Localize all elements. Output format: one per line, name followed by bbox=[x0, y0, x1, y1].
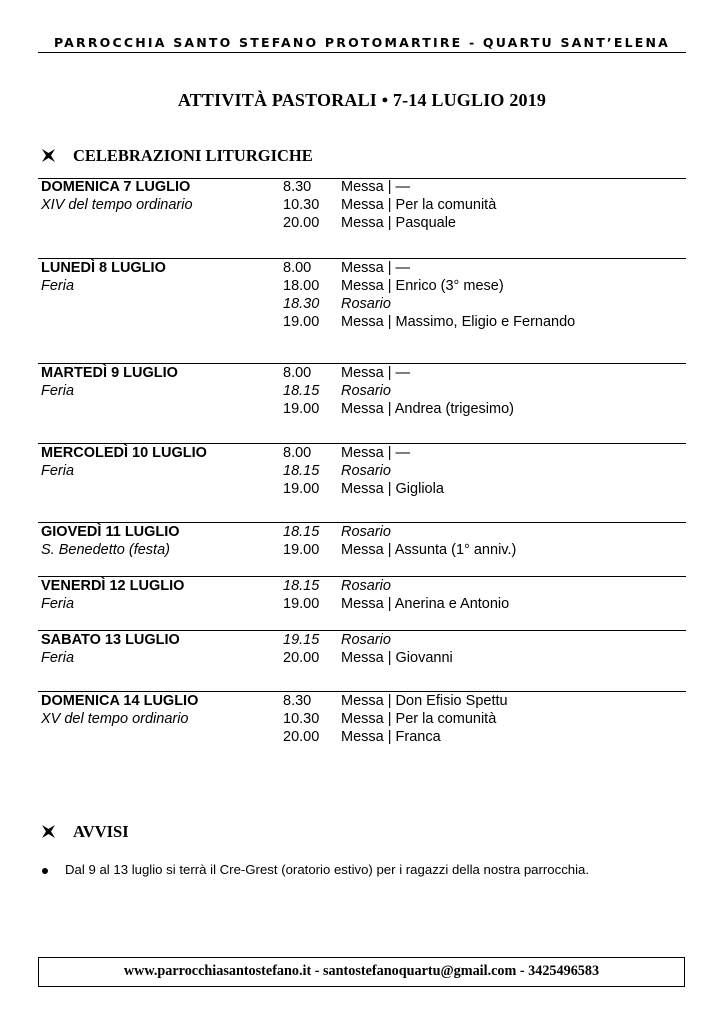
entry-time: 8.30 bbox=[283, 179, 312, 195]
entry-text: Messa | Gigliola bbox=[341, 481, 444, 497]
day-block bbox=[41, 523, 180, 559]
notices-heading-label: AVVISI bbox=[73, 822, 129, 841]
celebrations-heading bbox=[42, 146, 313, 166]
entry-text: Messa | Don Efisio Spettu bbox=[341, 693, 508, 709]
entry-time: 18.15 bbox=[283, 463, 320, 479]
celebrations-heading-label: CELEBRAZIONI LITURGICHE bbox=[73, 146, 313, 165]
entry-time: 18.15 bbox=[283, 524, 320, 540]
entry-time: 10.30 bbox=[283, 197, 320, 213]
parish-header: PARROCCHIA SANTO STEFANO PROTOMARTIRE - QUARTU SANT’ELENA bbox=[53, 35, 671, 50]
day-name: MERCOLEDÌ 10 LUGLIO bbox=[41, 445, 207, 461]
entry-time: 19.00 bbox=[283, 481, 320, 497]
header-divider bbox=[38, 52, 686, 53]
day-name: LUNEDÌ 8 LUGLIO bbox=[41, 260, 166, 276]
entry-text: Rosario bbox=[341, 632, 391, 648]
entry-text: Messa | Per la comunità bbox=[341, 197, 497, 213]
entry-time: 8.00 bbox=[283, 365, 312, 381]
entry-text: Messa | — bbox=[341, 179, 411, 195]
day-subtitle: Feria bbox=[41, 278, 75, 294]
entry-text: Messa | Assunta (1° anniv.) bbox=[341, 542, 517, 558]
entry-text: Rosario bbox=[341, 296, 391, 312]
entry-time: 19.00 bbox=[283, 596, 320, 612]
day-block bbox=[41, 364, 178, 400]
day-subtitle: XV del tempo ordinario bbox=[41, 711, 189, 727]
entry-time: 18.15 bbox=[283, 578, 320, 594]
entry-text: Messa | Andrea (trigesimo) bbox=[341, 401, 514, 417]
entry-text: Messa | Anerina e Antonio bbox=[341, 596, 510, 612]
day-subtitle: XIV del tempo ordinario bbox=[41, 197, 193, 213]
day-name: VENERDÌ 12 LUGLIO bbox=[41, 578, 185, 594]
page-title: ATTIVITÀ PASTORALI • 7-14 LUGLIO 2019 bbox=[177, 90, 547, 110]
day-block bbox=[41, 259, 166, 295]
entry-time: 10.30 bbox=[283, 711, 320, 727]
entry-time: 8.00 bbox=[283, 260, 312, 276]
entry-text: Rosario bbox=[341, 463, 391, 479]
entry-text: Messa | — bbox=[341, 260, 411, 276]
entry-text: Messa | Giovanni bbox=[341, 650, 453, 666]
star-icon bbox=[42, 149, 55, 162]
entry-text: Messa | Massimo, Eligio e Fernando bbox=[341, 314, 576, 330]
entry-text: Messa | Per la comunità bbox=[341, 711, 497, 727]
entry-time: 8.00 bbox=[283, 445, 312, 461]
day-block bbox=[41, 631, 180, 667]
day-name: MARTEDÌ 9 LUGLIO bbox=[41, 365, 178, 381]
entry-text: Messa | — bbox=[341, 445, 411, 461]
day-block bbox=[41, 692, 198, 728]
day-name: DOMENICA 14 LUGLIO bbox=[41, 693, 199, 709]
notice-item: Dal 9 al 13 luglio si terrà il Cre-Grest (oratorio estivo) per i ragazzi della nostra parrocchia. bbox=[65, 862, 590, 877]
day-block bbox=[41, 444, 207, 480]
entry-text: Messa | Pasquale bbox=[341, 215, 456, 231]
entry-time: 19.00 bbox=[283, 401, 320, 417]
day-subtitle: Feria bbox=[41, 383, 75, 399]
entry-text: Rosario bbox=[341, 383, 391, 399]
entry-time: 20.00 bbox=[283, 650, 320, 666]
entry-time: 20.00 bbox=[283, 729, 320, 745]
star-icon bbox=[42, 825, 55, 838]
entry-time: 8.30 bbox=[283, 693, 312, 709]
day-name: DOMENICA 7 LUGLIO bbox=[41, 179, 191, 195]
bullet-icon bbox=[42, 868, 48, 874]
entry-text: Messa | — bbox=[341, 365, 411, 381]
entry-text: Rosario bbox=[341, 524, 391, 540]
entry-time: 19.00 bbox=[283, 314, 320, 330]
day-subtitle: Feria bbox=[41, 463, 75, 479]
entry-time: 18.30 bbox=[283, 296, 320, 312]
day-name: SABATO 13 LUGLIO bbox=[41, 632, 180, 648]
day-subtitle: S. Benedetto (festa) bbox=[41, 542, 170, 558]
entry-text: Messa | Enrico (3° mese) bbox=[341, 278, 504, 294]
day-block bbox=[41, 577, 184, 613]
day-name: GIOVEDÌ 11 LUGLIO bbox=[41, 524, 180, 540]
entry-time: 18.00 bbox=[283, 278, 320, 294]
entry-text: Messa | Franca bbox=[341, 729, 441, 745]
entry-time: 18.15 bbox=[283, 383, 320, 399]
entry-time: 20.00 bbox=[283, 215, 320, 231]
notices-heading bbox=[42, 822, 129, 842]
contacts-footer: www.parrocchiasantostefano.it - santostefanoquartu@gmail.com - 3425496583 bbox=[38, 957, 685, 987]
entry-text: Rosario bbox=[341, 578, 391, 594]
entry-time: 19.15 bbox=[283, 632, 320, 648]
day-subtitle: Feria bbox=[41, 596, 75, 612]
entry-time: 19.00 bbox=[283, 542, 320, 558]
day-subtitle: Feria bbox=[41, 650, 75, 666]
day-block bbox=[41, 178, 193, 214]
